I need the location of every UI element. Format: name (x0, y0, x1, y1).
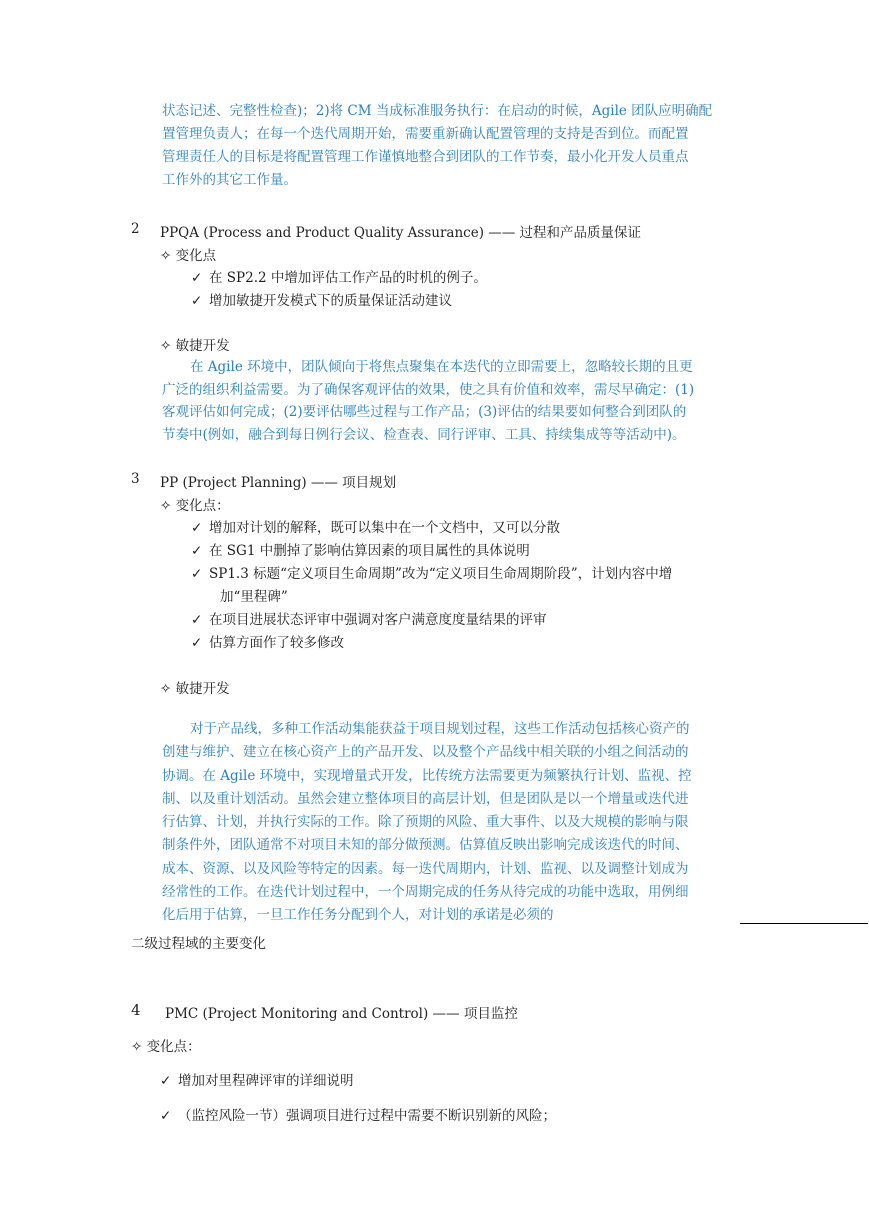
section-2-change-item: ✓ 增加敏捷开发模式下的质量保证活动建议 (191, 293, 452, 309)
section-2-agile-label: ✧ 敏捷开发 (160, 338, 230, 354)
section-3-agile-label: ✧ 敏捷开发 (160, 681, 230, 697)
agile-line: 化后用于估算，一旦工作任务分配到个人，对计划的承诺是必须的 (162, 907, 554, 924)
section-4-number: 4 (131, 1001, 141, 1019)
section-3-change-item: ✓ 在项目进展状态评审中强调对客户满意度度量结果的评审 (191, 612, 547, 628)
agile-line: 协调。在 Agile 环境中，实现增量式开发，比传统方法需要更为频繁执行计划、监视、控 (162, 767, 692, 784)
subheading: 二级过程域的主要变化 (131, 936, 266, 952)
checkmark-icon: ✓ (160, 1108, 172, 1124)
agile-line: 制、以及重计划活动。虽然会建立整体项目的高层计划，但是团队是以一个增量或迭代进 (162, 790, 689, 807)
section-3-change-item: ✓ SP1.3 标题“定义项目生命周期”改为“定义项目生命周期阶段”，计划内容中增 (191, 566, 673, 582)
section-2-title: PPQA (Process and Product Quality Assurance) —— 过程和产品质量保证 (160, 225, 642, 241)
section-3-number: 3 (131, 471, 140, 487)
checkmark-icon: ✓ (191, 543, 203, 559)
section-2-number: 2 (131, 221, 140, 237)
section-4-change-item: ✓ 增加对里程碑评审的详细说明 (160, 1073, 354, 1089)
agile-line: 创建与维护、建立在核心资产上的产品开发、以及整个产品线中相关联的小组之间活动的 (162, 744, 689, 761)
section-3-agile-paragraph (162, 718, 692, 928)
checkmark-icon: ✓ (160, 1073, 172, 1089)
intro-line: 置管理负责人；在每一个迭代周期开始，需要重新确认配置管理的支持是否到位。而配置 (162, 126, 689, 142)
section-3-title: PP (Project Planning) —— 项目规划 (160, 475, 397, 491)
intro-line: 管理责任人的目标是将配置管理工作谨慎地整合到团队的工作节奏，最小化开发人员重点 (162, 149, 689, 165)
agile-line: 在 Agile 环境中，团队倾向于将焦点聚集在本迭代的立即需要上，忽略较长期的且更 (190, 359, 693, 375)
section-4-title: PMC (Project Monitoring and Control) —— 项目监控 (165, 1006, 518, 1022)
section-3-change-item-continuation: 加“里程碑” (220, 589, 288, 605)
section-4-change-item: ✓ （监控风险一节）强调项目进行过程中需要不断识别新的风险； (160, 1108, 556, 1124)
section-3-change-item: ✓ 增加对计划的解释，既可以集中在一个文档中，又可以分散 (191, 520, 560, 536)
agile-line: 广泛的组织利益需要。为了确保客观评估的效果，使之具有价值和效率，需尽早确定：(1) (162, 381, 695, 398)
agile-line: 经常性的工作。在迭代计划过程中，一个周期完成的任务从待完成的功能中选取，用例细 (162, 884, 689, 901)
intro-line: 状态记述、完整性检查)；2)将 CM 当成标准服务执行：在启动的时候，Agile 团队应明确配 (162, 103, 713, 119)
section-2-agile-paragraph (162, 356, 694, 446)
checkmark-icon: ✓ (191, 612, 203, 628)
checkmark-icon: ✓ (191, 520, 203, 536)
checkmark-icon: ✓ (191, 293, 203, 309)
checkmark-icon: ✓ (191, 566, 203, 582)
agile-line: 制条件外，团队通常不对项目未知的部分做预测。估算值反映出影响完成该迭代的时间、 (162, 837, 689, 854)
section-3-changes-label: ✧ 变化点： (160, 498, 230, 514)
section-2-change-item: ✓ 在 SP2.2 中增加评估工作产品的时机的例子。 (191, 270, 487, 286)
section-4-changes-label: ✧ 变化点： (131, 1039, 201, 1055)
checkmark-icon: ✓ (191, 635, 203, 651)
agile-line: 行估算、计划，并执行实际的工作。除了预期的风险、重大事件、以及大规模的影响与限 (162, 814, 689, 831)
section-3-change-item: ✓ 估算方面作了较多修改 (191, 635, 344, 651)
intro-line: 工作外的其它工作量。 (162, 172, 297, 188)
agile-line: 对于产品线，多种工作活动集能获益于项目规划过程，这些工作活动包括核心资产的 (190, 721, 690, 737)
checkmark-icon: ✓ (191, 270, 203, 286)
section-3-change-item: ✓ 在 SG1 中删掉了影响估算因素的项目属性的具体说明 (191, 543, 530, 559)
section-2-changes-label: ✧ 变化点 (160, 248, 217, 264)
agile-line: 节奏中(例如，融合到每日例行会议、检查表、同行评审、工具、持续集成等等活动中)。 (162, 426, 686, 443)
intro-paragraph (162, 100, 712, 192)
agile-line: 客观评估如何完成；(2)要评估哪些过程与工作产品；(3)评估的结果要如何整合到团队的 (162, 404, 687, 420)
agile-line: 成本、资源、以及风险等特定的因素。每一迭代周期内，计划、监视、以及调整计划成为 (162, 860, 689, 877)
horizontal-rule (740, 923, 868, 924)
